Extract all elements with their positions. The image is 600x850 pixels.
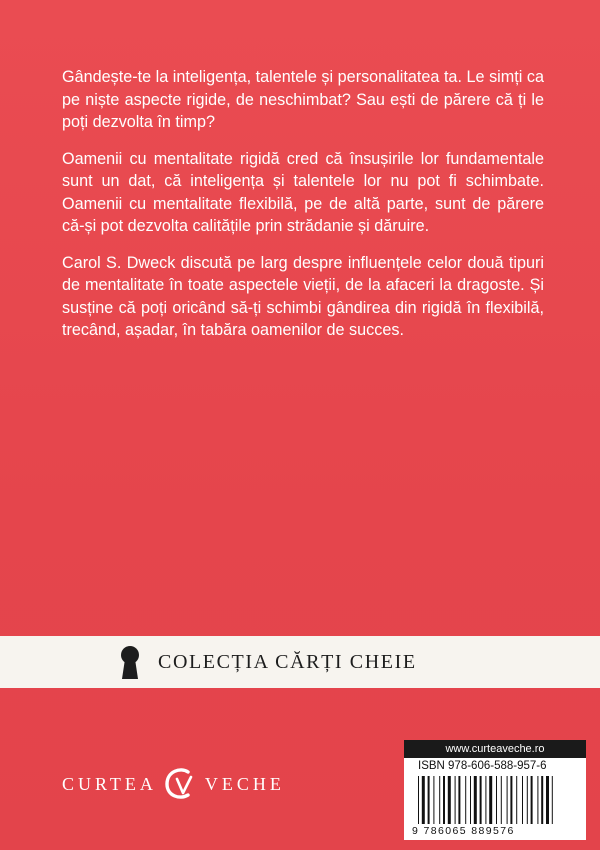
isbn-text: ISBN 978-606-588-957-6 <box>418 760 547 772</box>
blurb-paragraph-2: Oamenii cu mentalitate rigidă cred că însușirile lor fundamentale sunt un dat, că inteligența și talentele lor nu pot fi schimbate. Oamenii cu mentalitate flexibilă, pe de altă parte, sunt de părere că-și pot dezvolta calitățile prin strădanie și dăruire. <box>62 149 544 235</box>
isbn-barcode-block <box>404 740 586 840</box>
publisher-logo <box>62 764 285 804</box>
series-title: COLECȚIA CĂRȚI CHEIE <box>158 651 417 673</box>
blurb-paragraph-3: Carol S. Dweck discută pe larg despre influențele celor două tipuri de mentalitate în toate aspectele vieții, de la afaceri la dragoste. Și susține că poți oricând să-ți schimbi gândirea din rigidă în flexibilă, trecând, așadar, în tabăra oamenilor de succes. <box>62 253 544 339</box>
barcode-bars <box>416 776 576 824</box>
series-band <box>0 636 600 688</box>
barcode-digits: 9 786065 889576 <box>412 825 515 837</box>
publisher-url: www.curteaveche.ro <box>404 740 586 758</box>
publisher-emblem-icon <box>161 765 199 803</box>
blurb-text <box>62 66 544 356</box>
keyhole-icon <box>118 645 142 679</box>
blurb-paragraph-1: Gândește-te la inteligența, talentele și personalitatea ta. Le simți ca pe niște aspecte rigide, de neschimbat? Sau ești de părere că ți le poți dezvolta în timp? <box>62 68 544 131</box>
publisher-name-left: CURTEA <box>62 773 157 794</box>
publisher-name-right: VECHE <box>204 773 285 794</box>
